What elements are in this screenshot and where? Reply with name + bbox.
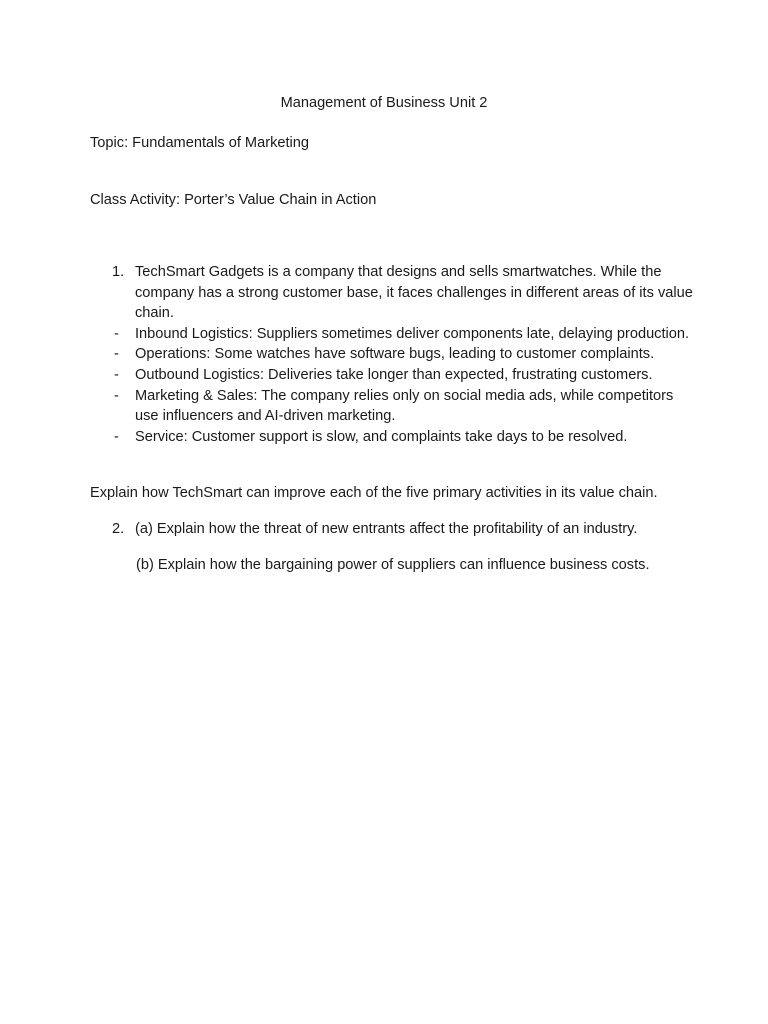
bullet-operations	[108, 344, 698, 365]
question-1-text: TechSmart Gadgets is a company that designs and sells smartwatches. While the company has a strong customer base, it faces challenges in different areas of its value chain.	[135, 264, 693, 322]
question-2-part-a: (a) Explain how the threat of new entrants affect the profitability of an industry.	[135, 521, 638, 537]
bullet-outbound-logistics	[108, 365, 698, 386]
question-2	[108, 519, 708, 539]
question-2-part-b: (b) Explain how the bargaining power of suppliers can influence business costs.	[136, 557, 650, 573]
bullet-text: Inbound Logistics: Suppliers sometimes deliver components late, delaying production.	[135, 325, 690, 342]
bullet-text: Operations: Some watches have software bugs, leading to customer complaints.	[135, 346, 655, 363]
bullet-marker: -	[114, 387, 119, 404]
bullet-text: Marketing & Sales: The company relies only on social media ads, while competitors use influencers and AI-driven marketing.	[135, 387, 674, 425]
bullet-marketing-sales	[108, 386, 698, 427]
class-activity-line: Class Activity: Porter’s Value Chain in Action	[90, 192, 377, 208]
bullet-marker: -	[114, 325, 119, 342]
bullet-text: Outbound Logistics: Deliveries take longer than expected, frustrating customers.	[135, 366, 653, 383]
question-1	[108, 262, 698, 324]
bullet-marker: -	[114, 428, 119, 445]
bullet-service	[108, 427, 698, 448]
document-title: Management of Business Unit 2	[280, 95, 488, 111]
explain-instruction: Explain how TechSmart can improve each of the five primary activities in its value chain.	[90, 485, 658, 501]
bullet-marker: -	[114, 346, 119, 363]
bullet-text: Service: Customer support is slow, and complaints take days to be resolved.	[135, 428, 628, 445]
bullet-marker: -	[114, 366, 119, 383]
question-1-list	[108, 262, 698, 447]
question-2-number: 2.	[112, 521, 125, 537]
question-2-part-a-row	[108, 519, 708, 539]
topic-line: Topic: Fundamentals of Marketing	[90, 135, 310, 151]
bullet-inbound-logistics	[108, 324, 698, 345]
question-1-number: 1.	[112, 264, 125, 280]
